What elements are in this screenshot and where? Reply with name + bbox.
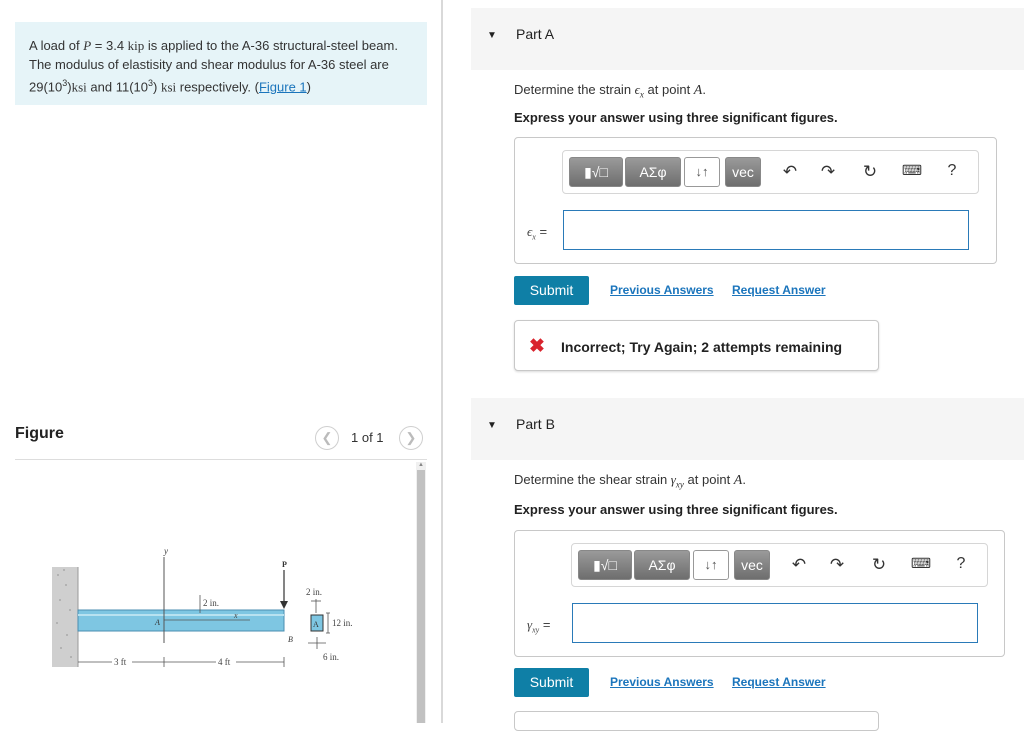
caret-down-icon[interactable]: ▼ [487,420,497,431]
scrollbar-thumb[interactable] [417,470,425,723]
part-b-answer-input[interactable] [572,603,978,643]
wall-support [52,567,78,667]
part-b-request-answer-link[interactable]: Request Answer [732,675,826,689]
arrows-button[interactable]: ↓↑ [684,157,720,187]
axis-label-x: x [234,611,238,620]
undo-icon[interactable]: ↶ [791,555,807,574]
part-b-answer-box [514,530,1005,657]
arrows-button[interactable]: ↓↑ [693,550,729,580]
problem-statement [15,22,427,105]
vec-button[interactable]: vec [725,157,761,187]
pane-divider[interactable] [441,0,443,723]
figure-counter: 1 of 1 [351,430,384,445]
part-a-previous-answers-link[interactable]: Previous Answers [610,283,714,297]
unit-kip: kip [127,38,145,53]
feedback-banner [514,320,879,371]
greek-button[interactable]: ΑΣφ [625,157,681,187]
part-b-previous-answers-link[interactable]: Previous Answers [610,675,714,689]
beam-figure [40,545,400,675]
problem-text: is applied to the A-36 structural-steel beam. The modulus of elastisity and shear modulus for A-36 steel are 29(10 [29,38,398,95]
part-a-request-answer-link[interactable]: Request Answer [732,283,826,297]
beam [78,610,284,631]
dim-2in-right: 2 in. [306,587,323,597]
greek-button[interactable]: ΑΣφ [634,550,690,580]
part-b-prompt: Determine the shear strain $\gamma_{xy}$ at point A. [514,472,746,490]
figure-scrollbar[interactable] [416,462,426,723]
point-label-a: A [155,618,160,627]
load-label-p: P [282,560,287,569]
dim-12in: 12 in. [332,618,353,628]
dim-6in: 6 in. [323,652,340,662]
axis-label-y: y [164,546,168,556]
templates-button[interactable]: ▮√□ [578,550,632,580]
chevron-left-icon[interactable]: ❮ [315,426,339,450]
part-b-header[interactable] [471,398,1024,460]
redo-icon[interactable]: ↷ [829,555,845,574]
next-feedback-box [514,711,879,731]
figure-link[interactable]: Figure 1 [258,79,307,95]
keyboard-icon[interactable]: ⌨ [901,162,923,178]
figure-title: Figure [15,425,64,442]
help-button[interactable]: ? [956,555,966,572]
problem-text: = 3.4 [91,38,128,53]
caret-down-icon[interactable]: ▼ [487,30,497,41]
redo-icon[interactable]: ↷ [820,162,836,181]
templates-button[interactable]: ▮√□ [569,157,623,187]
scroll-up-icon[interactable]: ▲ [418,462,424,468]
exponent: 3 [147,78,153,88]
error-x-icon: ✖ [529,336,545,357]
part-b-submit-button[interactable]: Submit [514,668,589,697]
problem-text: and 11(10 [86,79,148,95]
section-label-a: A [313,620,319,629]
part-b-instruction: Express your answer using three significant figures. [514,502,838,517]
part-a-prompt: Determine the strain $\epsilon_x$ at point A. [514,82,706,100]
reset-icon[interactable]: ↻ [862,162,878,181]
part-a-answer-box [514,137,997,264]
reset-icon[interactable]: ↻ [871,555,887,574]
problem-pane [0,0,440,723]
point-label-b: B [288,635,293,644]
unit-ksi: ksi [160,79,177,95]
problem-text: ) [306,79,312,95]
figure-navigation [315,426,427,450]
problem-text: ) [153,79,161,95]
math-toolbar [571,543,988,587]
load-symbol: P [83,38,92,53]
part-a-answer-input[interactable] [563,210,969,250]
feedback-text: Incorrect; Try Again; 2 attempts remaining [561,339,843,355]
dim-3ft: 3 ft [114,657,127,667]
part-a-header[interactable] [471,8,1024,70]
dim-2in-left: 2 in. [203,598,220,608]
part-b-title: Part B [516,416,555,432]
part-a-title: Part A [516,26,555,42]
undo-icon[interactable]: ↶ [782,162,798,181]
problem-text: A load of [29,38,84,53]
unit-ksi: ksi [71,79,87,95]
divider [15,459,427,460]
problem-text: ) [67,79,72,95]
vec-button[interactable]: vec [734,550,770,580]
part-a-eq-label: $\epsilon_x$ = [527,224,548,242]
exponent: 3 [62,78,68,88]
problem-text: respectively. ( [176,79,259,95]
part-b-eq-label: $\gamma_{xy}$ = [527,617,551,635]
part-a-submit-button[interactable]: Submit [514,276,589,305]
help-button[interactable]: ? [947,162,957,179]
math-toolbar [562,150,979,194]
dim-4ft: 4 ft [218,657,231,667]
chevron-right-icon[interactable]: ❯ [399,426,423,450]
keyboard-icon[interactable]: ⌨ [910,555,932,571]
part-a-instruction: Express your answer using three significant figures. [514,110,838,125]
